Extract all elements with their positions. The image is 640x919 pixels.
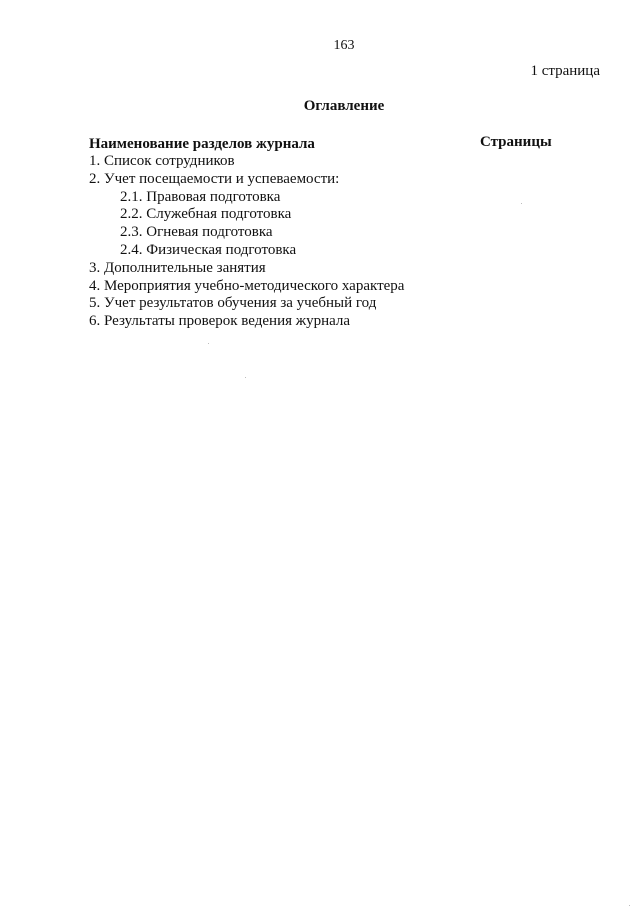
toc-header-name: Наименование разделов журнала bbox=[89, 136, 315, 152]
toc-subitem: 2.2. Служебная подготовка bbox=[120, 206, 292, 223]
toc-item: 1. Список сотрудников bbox=[89, 153, 235, 169]
document-title: Оглавление bbox=[303, 98, 385, 114]
toc-item: 5. Учет результатов обучения за учебный год bbox=[89, 295, 377, 312]
toc-item: 3. Дополнительные занятия bbox=[89, 259, 266, 276]
toc-subitem: 2.3. Огневая подготовка bbox=[120, 224, 273, 241]
page-marker: 1 страница bbox=[530, 63, 600, 79]
toc-item: 4. Мероприятия учебно-методического характера bbox=[89, 277, 405, 294]
toc-item: 2. Учет посещаемости и успеваемости: bbox=[89, 170, 340, 187]
scan-artifact bbox=[208, 343, 209, 344]
scan-artifact bbox=[521, 203, 522, 204]
page-number: 163 bbox=[333, 38, 355, 53]
toc-subitem: 2.4. Физическая подготовка bbox=[120, 241, 297, 258]
toc-header-pages: Страницы bbox=[480, 134, 552, 150]
scan-artifact bbox=[629, 905, 630, 906]
toc-subitem: 2.1. Правовая подготовка bbox=[120, 188, 281, 205]
toc-list bbox=[89, 153, 509, 331]
scan-artifact bbox=[245, 377, 246, 378]
toc-item: 6. Результаты проверок ведения журнала bbox=[89, 313, 351, 330]
